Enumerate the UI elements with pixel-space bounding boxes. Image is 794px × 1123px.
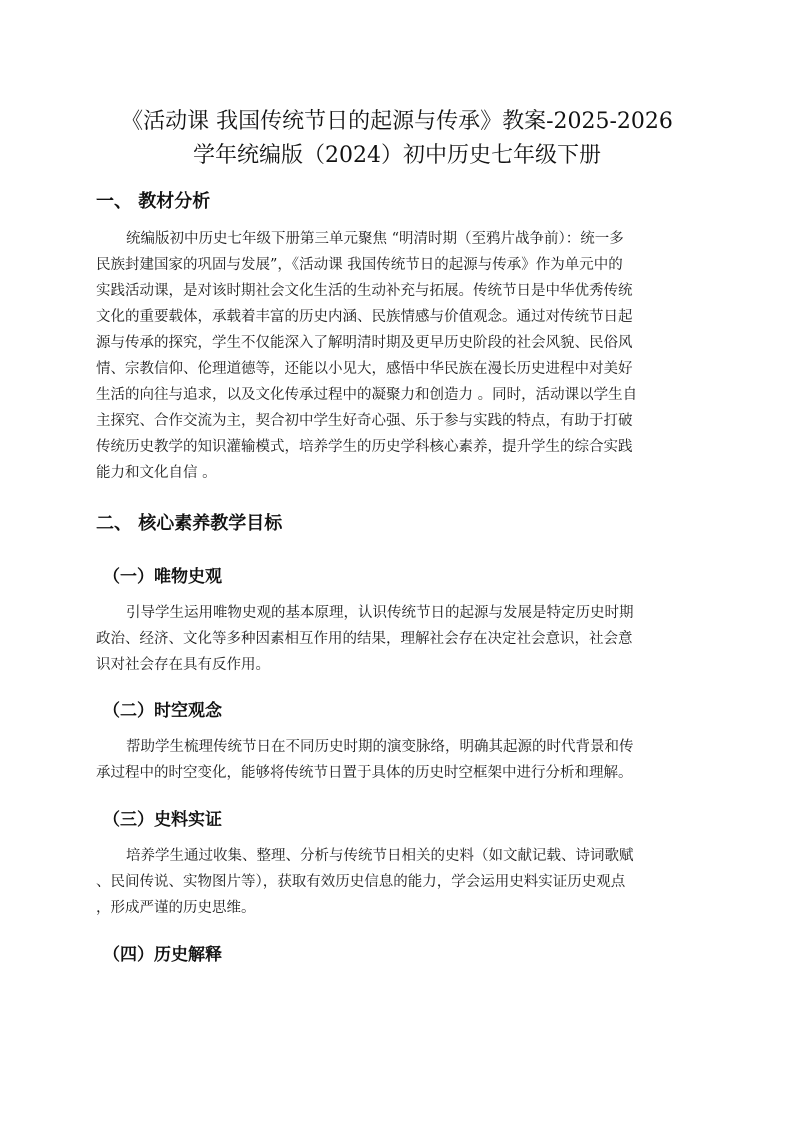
paragraph-line: 承过程中的时空变化，能够将传统节日置于具体的历史时空框架中进行分析和理解。 bbox=[96, 765, 633, 781]
paragraph-line: ，形成严谨的历史思维。 bbox=[96, 900, 256, 916]
paragraph-line: 源与传承的探究，学生不仅能深入了解明清时期及更早历史阶段的社会风貌、民俗风 bbox=[96, 335, 633, 351]
paragraph-line: 情、宗教信仰、伦理道德等，还能以小见大，感悟中华民族在漫长历史进程中对美好 bbox=[96, 361, 633, 377]
section-paragraph-materials bbox=[96, 226, 698, 486]
paragraph-line: 能力和文化自信 。 bbox=[96, 465, 217, 481]
document-title-line-2: 学年统编版（2024）初中历史七年级下册 bbox=[193, 143, 601, 168]
subsection-heading-time-space: （二）时空观念 bbox=[103, 701, 222, 721]
section-heading-materials: 一、 教材分析 bbox=[96, 191, 211, 212]
paragraph-line: 主探究、合作交流为主，契合初中学生好奇心强、乐于参与实践的特点，有助于打破 bbox=[96, 413, 633, 429]
paragraph-line: 生活的向往与追求，以及文化传承过程中的凝聚力和创造力 。同时，活动课以学生自 bbox=[96, 387, 638, 403]
paragraph-line: 引导学生运用唯物史观的基本原理，认识传统节日的起源与发展是特定历史时期 bbox=[126, 605, 634, 621]
paragraph-line: 培养学生通过收集、整理、分析与传统节日相关的史料（如文献记载、诗词歌赋 bbox=[126, 848, 634, 864]
paragraph-line: 、民间传说、实物图片等），获取有效历史信息的能力，学会运用史料实证历史观点 bbox=[96, 874, 626, 890]
subsection-heading-interpretation: （四）历史解释 bbox=[103, 945, 222, 965]
paragraph-line: 统编版初中历史七年级下册第三单元聚焦 “明清时期（至鸦片战争前）：统一多 bbox=[126, 231, 624, 247]
paragraph-line: 帮助学生梳理传统节日在不同历史时期的演变脉络，明确其起源的时代背景和传 bbox=[126, 739, 634, 755]
subsection-heading-materialism: （一）唯物史观 bbox=[103, 567, 222, 587]
paragraph-line: 识对社会存在具有反作用。 bbox=[96, 657, 270, 673]
paragraph-line: 文化的重要载体，承载着丰富的历史内涵、民族情感与价值观念。通过对传统节日起 bbox=[96, 309, 633, 325]
paragraph-line: 民族封建国家的巩固与发展”，《活动课 我国传统节日的起源与传承》作为单元中的 bbox=[96, 257, 623, 273]
subsection-paragraph-materialism bbox=[96, 600, 698, 678]
paragraph-line: 实践活动课，是对该时期社会文化生活的生动补充与拓展。传统节日是中华优秀传统 bbox=[96, 283, 633, 299]
subsection-paragraph-evidence bbox=[96, 843, 698, 921]
section-heading-objectives: 二、 核心素养教学目标 bbox=[96, 513, 283, 534]
paragraph-line: 传统历史教学的知识灌输模式，培养学生的历史学科核心素养，提升学生的综合实践 bbox=[96, 439, 633, 455]
paragraph-line: 政治、经济、文化等多种因素相互作用的结果，理解社会存在决定社会意识，社会意 bbox=[96, 631, 633, 647]
subsection-paragraph-time-space bbox=[96, 734, 698, 786]
document-title-line-1: 《活动课 我国传统节日的起源与传承》教案-2025-2026 bbox=[121, 109, 673, 134]
subsection-heading-evidence: （三）史料实证 bbox=[103, 810, 222, 830]
